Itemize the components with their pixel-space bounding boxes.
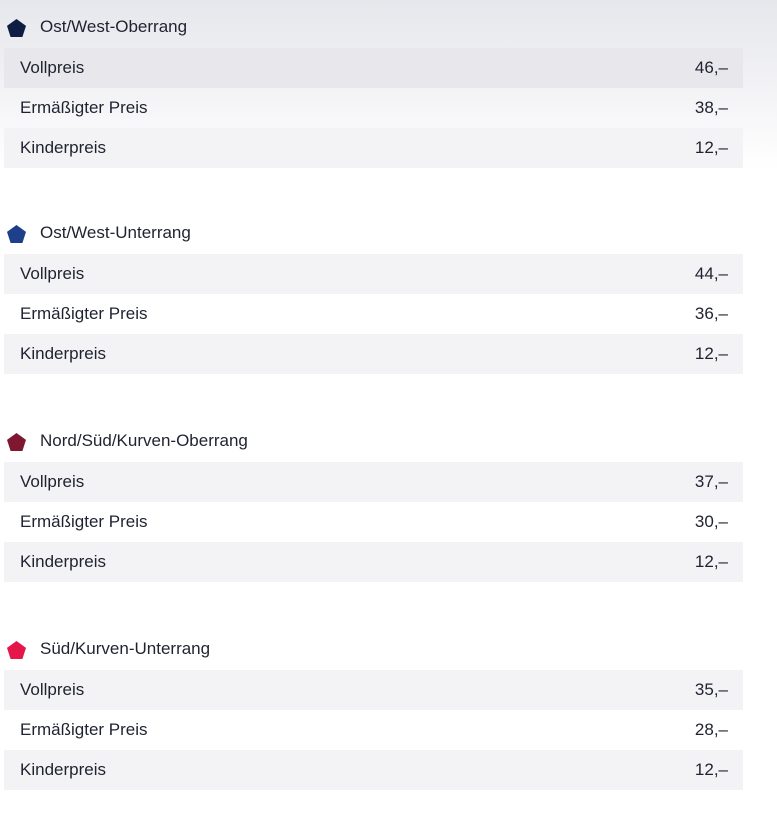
price-label: Vollpreis <box>20 680 85 699</box>
price-value: 12,– <box>694 138 728 157</box>
price-section-ost-west-unterrang <box>4 210 743 374</box>
pentagon-marker-icon <box>7 225 26 243</box>
price-label: Kinderpreis <box>20 344 106 363</box>
price-row-vollpreis <box>4 254 743 294</box>
price-row-ermaessigt <box>4 294 743 334</box>
price-value: 44,– <box>694 264 728 283</box>
section-header <box>4 4 743 48</box>
section-header <box>4 418 743 462</box>
price-value: 35,– <box>694 680 728 699</box>
price-value: 12,– <box>694 760 728 779</box>
price-section-sued-kurven-unterrang <box>4 626 743 790</box>
price-value: 30,– <box>694 512 728 531</box>
price-row-vollpreis <box>4 670 743 710</box>
price-value: 12,– <box>694 344 728 363</box>
pentagon-marker-icon <box>7 641 26 659</box>
section-title: Süd/Kurven-Unterrang <box>40 639 211 658</box>
price-row-vollpreis <box>4 462 743 502</box>
section-title: Nord/Süd/Kurven-Oberrang <box>40 431 248 450</box>
price-label: Ermäßigter Preis <box>20 512 148 531</box>
section-title: Ost/West-Oberrang <box>40 17 188 36</box>
price-value: 28,– <box>694 720 728 739</box>
price-row-ermaessigt <box>4 88 743 128</box>
price-row-kinderpreis <box>4 542 743 582</box>
price-row-ermaessigt <box>4 502 743 542</box>
pentagon-marker-icon <box>7 19 26 37</box>
price-row-ermaessigt <box>4 710 743 750</box>
price-row-kinderpreis <box>4 334 743 374</box>
pentagon-shape <box>7 19 26 37</box>
price-value: 37,– <box>694 472 728 491</box>
price-label: Ermäßigter Preis <box>20 720 148 739</box>
price-label: Vollpreis <box>20 472 85 491</box>
price-value: 36,– <box>694 304 728 323</box>
price-section-nord-sued-kurven-oberrang <box>4 418 743 582</box>
section-header <box>4 626 743 670</box>
price-section-ost-west-oberrang <box>4 4 743 168</box>
price-value: 12,– <box>694 552 728 571</box>
pentagon-shape <box>7 225 26 243</box>
price-label: Vollpreis <box>20 58 85 77</box>
price-row-kinderpreis <box>4 128 743 168</box>
price-label: Ermäßigter Preis <box>20 98 148 117</box>
section-title: Ost/West-Unterrang <box>40 223 191 242</box>
price-row-vollpreis <box>4 48 743 88</box>
price-label: Vollpreis <box>20 264 85 283</box>
price-label: Kinderpreis <box>20 552 106 571</box>
price-row-kinderpreis <box>4 750 743 790</box>
section-header <box>4 210 743 254</box>
pentagon-shape <box>7 641 26 659</box>
price-label: Kinderpreis <box>20 138 106 157</box>
price-value: 46,– <box>694 58 728 77</box>
price-label: Kinderpreis <box>20 760 106 779</box>
pentagon-shape <box>7 433 26 451</box>
price-value: 38,– <box>694 98 728 117</box>
price-label: Ermäßigter Preis <box>20 304 148 323</box>
pentagon-marker-icon <box>7 433 26 451</box>
